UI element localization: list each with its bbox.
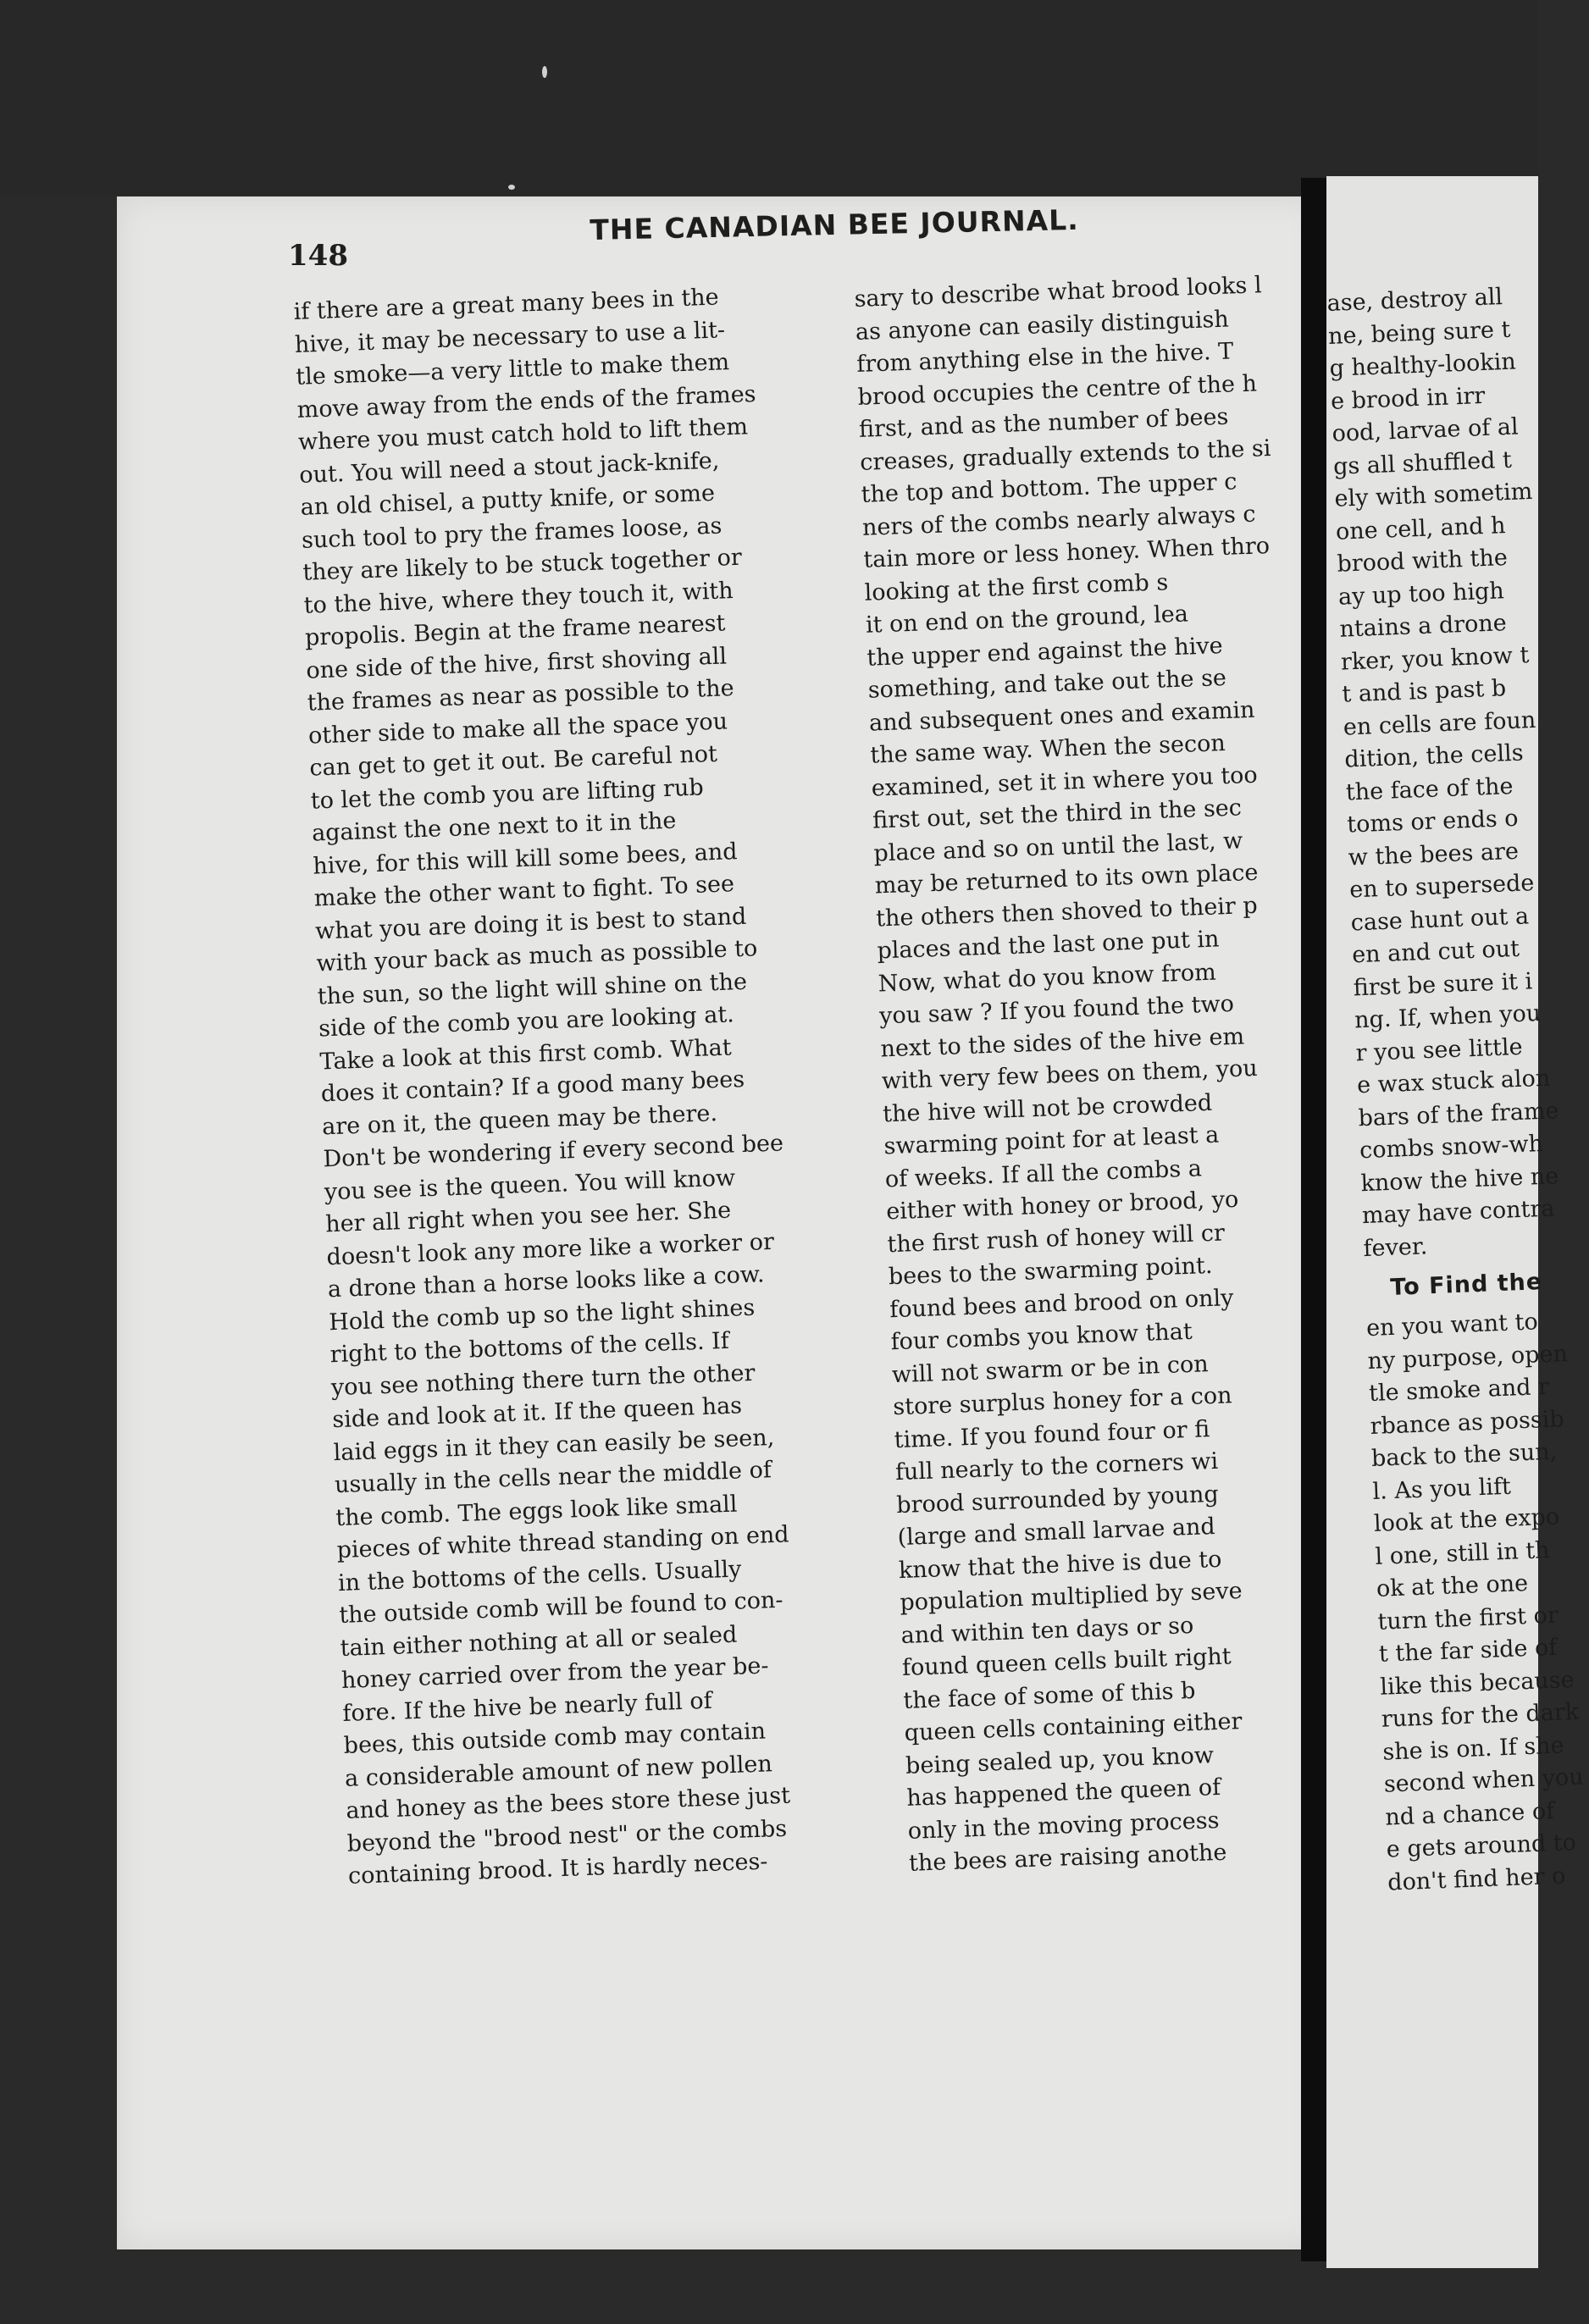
- running-head: THE CANADIAN BEE JOURNAL.: [590, 202, 1080, 246]
- text-line: w the bees are: [1348, 838, 1520, 871]
- text-line: laid eggs in it they can easily be seen,: [333, 1424, 775, 1466]
- text-line: place and so on until the last, w: [872, 827, 1243, 867]
- text-line: en cells are foun: [1343, 706, 1536, 741]
- text-line: case hunt out a: [1350, 902, 1530, 936]
- text-line: she is on. If she: [1381, 1732, 1565, 1766]
- text-line: swarming point for at least a: [883, 1121, 1220, 1160]
- section-subheading: To Find the: [1389, 1269, 1543, 1301]
- text-line: hive, it may be necessary to use a lit-: [294, 316, 726, 358]
- text-line: l. As you lift: [1371, 1473, 1512, 1505]
- text-line: side of the comb you are looking at.: [318, 1001, 735, 1043]
- text-line: the first rush of honey will cr: [887, 1219, 1226, 1258]
- text-line: (large and small larvae and: [897, 1513, 1216, 1552]
- text-line: ase, destroy all: [1326, 284, 1503, 317]
- text-line: the frames as near as possible to the: [307, 675, 735, 717]
- text-line: make the other want to fight. To see: [313, 871, 735, 912]
- text-line: fever.: [1362, 1232, 1428, 1262]
- text-line: en and cut out: [1351, 935, 1520, 969]
- text-line: turn the first or: [1376, 1602, 1559, 1635]
- text-line: ny purpose, open: [1367, 1340, 1569, 1375]
- text-line: beyond the "brood nest" or the combs: [346, 1815, 788, 1857]
- text-line: second when you: [1383, 1763, 1585, 1798]
- text-line: with your back as much as possible to: [315, 935, 758, 977]
- text-line: side and look at it. If the queen has: [331, 1392, 743, 1434]
- text-line: the upper end against the hive: [866, 632, 1224, 672]
- text-line: and honey as the bees store these just: [345, 1782, 791, 1824]
- text-line: to let the comb you are lifting rub: [310, 773, 705, 815]
- text-line: queen cells containing either: [904, 1708, 1243, 1746]
- text-line: in the bottoms of the cells. Usually: [337, 1555, 742, 1596]
- text-line: t the far side of: [1378, 1634, 1558, 1668]
- text-line: a considerable amount of new pollen: [344, 1750, 773, 1792]
- text-line: honey carried over from the year be-: [340, 1652, 769, 1694]
- text-line: brood with the: [1336, 545, 1509, 578]
- text-line: containing brood. It is hardly neces-: [347, 1848, 768, 1890]
- right-page-fragment: [1326, 176, 1585, 2268]
- text-line: rker, you know t: [1340, 641, 1530, 676]
- text-line: found bees and brood on only: [889, 1284, 1234, 1323]
- text-line: e wax stuck alon: [1356, 1065, 1551, 1099]
- text-line: creases, gradually extends to the si: [859, 434, 1271, 476]
- text-line: and subsequent ones and examin: [868, 696, 1255, 737]
- text-line: Don't be wondering if every second bee: [323, 1130, 784, 1173]
- text-line: ok at the one: [1376, 1570, 1529, 1602]
- text-line: other side to make all the space you: [307, 707, 728, 750]
- text-line: tain either nothing at all or sealed: [340, 1621, 738, 1662]
- text-line: will not swarm or be in con: [891, 1350, 1210, 1388]
- text-line: an old chisel, a putty knife, or some: [300, 479, 716, 521]
- text-line: the same way. When the secon: [869, 730, 1226, 769]
- text-line: out. You will need a stout jack-knife,: [298, 447, 720, 489]
- text-line: fore. If the hive be nearly full of: [341, 1687, 713, 1727]
- text-line: runs for the dark: [1381, 1698, 1580, 1733]
- text-line: store surplus honey for a con: [892, 1382, 1232, 1421]
- text-line: e brood in irr: [1330, 382, 1486, 415]
- text-line: of weeks. If all the combs a: [884, 1154, 1203, 1192]
- text-line: looking at the first comb s: [864, 568, 1169, 606]
- text-line: either with honey or brood, yo: [885, 1186, 1239, 1226]
- text-line: like this because: [1379, 1666, 1575, 1701]
- film-speck: [542, 66, 547, 78]
- text-line: Now, what do you know from: [878, 959, 1217, 997]
- text-line: one side of the hive, first shoving all: [305, 642, 728, 684]
- text-line: can get to get it out. Be careful not: [308, 740, 718, 782]
- text-line: may be returned to its own place: [874, 859, 1259, 899]
- text-line: where you must catch hold to lift them: [297, 413, 749, 456]
- text-line: en to supersede: [1348, 870, 1535, 904]
- text-line: first, and as the number of bees: [858, 403, 1229, 443]
- text-line: time. If you found four or fi: [894, 1415, 1210, 1453]
- text-line: bars of the frame: [1358, 1097, 1560, 1132]
- text-line: the others then shoved to their p: [875, 892, 1259, 932]
- text-line: g healthy-lookin: [1329, 348, 1517, 382]
- text-line: the hive will not be crowded: [882, 1089, 1213, 1127]
- text-line: Hold the comb up so the light shines: [328, 1294, 756, 1336]
- text-line: being sealed up, you know: [905, 1741, 1215, 1779]
- text-line: and within ten days or so: [900, 1612, 1194, 1649]
- text-line: dition, the cells: [1343, 739, 1525, 773]
- text-line: toms or ends o: [1346, 805, 1520, 838]
- text-line: full nearly to the corners wi: [894, 1447, 1219, 1486]
- text-line: the bees are raising anothe: [908, 1839, 1227, 1877]
- text-line: doesn't look any more like a worker or: [326, 1228, 775, 1270]
- text-line: from anything else in the hive. T: [855, 338, 1234, 378]
- text-line: propolis. Begin at the frame nearest: [304, 610, 726, 651]
- text-line: gs all shuffled t: [1332, 446, 1513, 480]
- text-line: next to the sides of the hive em: [880, 1022, 1245, 1062]
- text-line: places and the last one put in: [876, 926, 1220, 965]
- text-line: four combs you know that: [890, 1318, 1193, 1356]
- text-line: ntains a drone: [1338, 610, 1508, 643]
- text-line: if there are a great many bees in the: [293, 284, 720, 325]
- text-line: l one, still in th: [1374, 1536, 1551, 1570]
- text-line: against the one next to it in the: [311, 807, 677, 847]
- text-line: bees to the swarming point.: [888, 1252, 1213, 1291]
- text-line: ood, larvae of al: [1332, 413, 1520, 447]
- film-background: [0, 0, 1538, 195]
- text-line: they are likely to be stuck together or: [302, 544, 743, 586]
- text-line: you see is the queen. You will know: [324, 1164, 736, 1205]
- text-line: en you want to: [1365, 1309, 1539, 1342]
- text-line: the comb. The eggs look like small: [335, 1491, 738, 1531]
- text-line: with very few bees on them, you: [881, 1054, 1259, 1095]
- film-speck: [508, 185, 515, 190]
- text-line: ay up too high: [1337, 577, 1505, 611]
- text-line: examined, set it in where you too: [871, 761, 1259, 802]
- text-line: ely with sometim: [1333, 478, 1533, 512]
- page-number: 148: [288, 239, 348, 273]
- text-line: nd a chance of: [1384, 1797, 1555, 1831]
- text-line: t and is past b: [1341, 675, 1507, 708]
- text-line: hive, for this will kill some bees, and: [312, 838, 738, 880]
- text-line: a drone than a horse looks like a cow.: [327, 1261, 765, 1303]
- column-3-text: [1326, 280, 1589, 1900]
- text-line: what you are doing it is best to stand: [314, 903, 747, 945]
- text-line: Take a look at this first comb. What: [319, 1033, 733, 1075]
- column-2-text: [854, 268, 1364, 1880]
- text-line: tle smoke and r: [1368, 1373, 1550, 1408]
- text-line: ne, being sure t: [1327, 316, 1511, 350]
- text-line: look at the expo: [1373, 1503, 1560, 1537]
- text-line: pieces of white thread standing on end: [336, 1521, 790, 1564]
- text-line: tle smoke—a very little to make them: [295, 349, 730, 390]
- text-line: the top and bottom. The upper c: [861, 468, 1237, 508]
- text-line: ners of the combs nearly always c: [861, 501, 1256, 541]
- text-line: you saw ? If you found the two: [878, 990, 1235, 1030]
- text-line: does it contain? If a good many bees: [320, 1065, 745, 1108]
- text-line: ng. If, when you: [1354, 999, 1542, 1034]
- text-line: are on it, the queen may be there.: [321, 1099, 718, 1140]
- text-line: such tool to pry the frames loose, as: [301, 512, 723, 554]
- text-line: one cell, and h: [1335, 512, 1506, 545]
- text-line: r you see little: [1355, 1033, 1524, 1066]
- text-line: e gets around to: [1386, 1829, 1577, 1863]
- text-line: as anyone can easily distinguish: [855, 306, 1230, 346]
- text-line: tain more or less honey. When thro: [862, 533, 1271, 573]
- text-line: don't find her o: [1387, 1862, 1566, 1896]
- text-line: to the hive, where they touch it, with: [303, 577, 734, 619]
- text-line: bees, this outside comb may contain: [343, 1718, 767, 1759]
- text-line: first be sure it i: [1353, 967, 1533, 1001]
- text-line: has happened the queen of: [905, 1773, 1221, 1812]
- text-line: the outside comb will be found to con-: [338, 1586, 784, 1630]
- text-line: rbance as possib: [1370, 1405, 1565, 1440]
- text-line: move away from the ends of the frames: [296, 380, 756, 423]
- text-line: the face of the: [1345, 772, 1514, 806]
- text-line: know the hive ne: [1360, 1162, 1559, 1197]
- text-line: combs snow-wh: [1359, 1130, 1544, 1165]
- text-line: brood surrounded by young: [895, 1480, 1220, 1519]
- text-line: know that the hive is due to: [898, 1546, 1222, 1584]
- text-line: usually in the cells near the middle of: [334, 1457, 772, 1499]
- text-line: brood occupies the centre of the h: [857, 369, 1258, 411]
- text-line: the sun, so the light will shine on the: [317, 968, 748, 1010]
- text-line: something, and take out the se: [867, 664, 1227, 704]
- text-line: it on end on the ground, lea: [865, 600, 1189, 639]
- text-line: only in the moving process: [907, 1807, 1220, 1845]
- column-1-text: [293, 280, 809, 1893]
- text-line: back to the sun,: [1370, 1438, 1558, 1472]
- text-line: her all right when you see her. She: [324, 1197, 732, 1238]
- text-line: may have contra: [1361, 1195, 1555, 1230]
- text-line: you see nothing there turn the other: [330, 1359, 756, 1401]
- text-line: population multiplied by seve: [899, 1577, 1243, 1617]
- text-line: the face of some of this b: [902, 1677, 1196, 1714]
- text-line: first out, set the third in the sec: [872, 794, 1243, 834]
- text-line: found queen cells built right: [901, 1643, 1232, 1681]
- text-line: right to the bottoms of the cells. If: [329, 1327, 730, 1369]
- text-line: sary to describe what brood looks l: [854, 272, 1263, 313]
